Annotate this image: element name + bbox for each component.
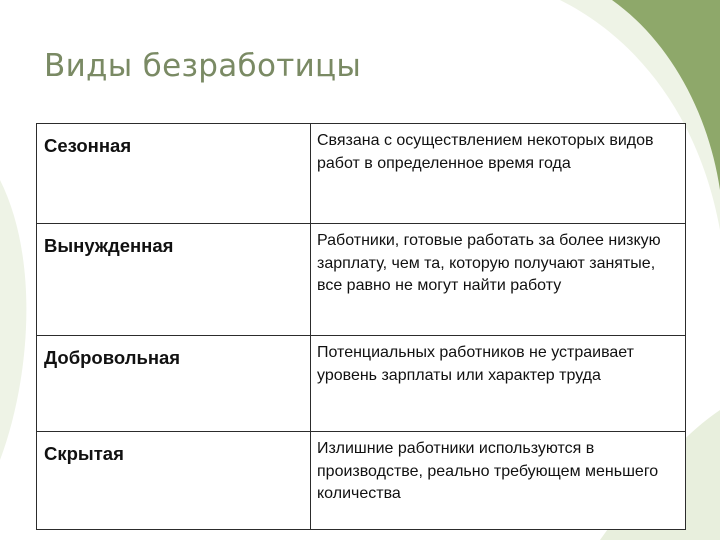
unemployment-description-cell: Потенциальных работников не устраивает уровень зарплаты или характер труда (311, 336, 686, 432)
unemployment-types-table (36, 123, 686, 530)
unemployment-description-cell: Связана с осуществлением некоторых видов работ в определенное время года (311, 124, 686, 224)
table-row (37, 124, 686, 224)
table-row (37, 336, 686, 432)
left-light-swoosh (0, 180, 26, 460)
table-row (37, 432, 686, 530)
unemployment-description-cell: Излишние работники используются в производстве, реально требующем меньшего количества (311, 432, 686, 530)
unemployment-type-cell: Сезонная (37, 124, 311, 224)
page-title: Виды безработицы (44, 48, 362, 84)
unemployment-type-cell: Добровольная (37, 336, 311, 432)
unemployment-type-cell: Скрытая (37, 432, 311, 530)
unemployment-description-cell: Работники, готовые работать за более низкую зарплату, чем та, которую получают занятые, все равно не могут найти работу (311, 224, 686, 336)
unemployment-type-cell: Вынужденная (37, 224, 311, 336)
table-row (37, 224, 686, 336)
